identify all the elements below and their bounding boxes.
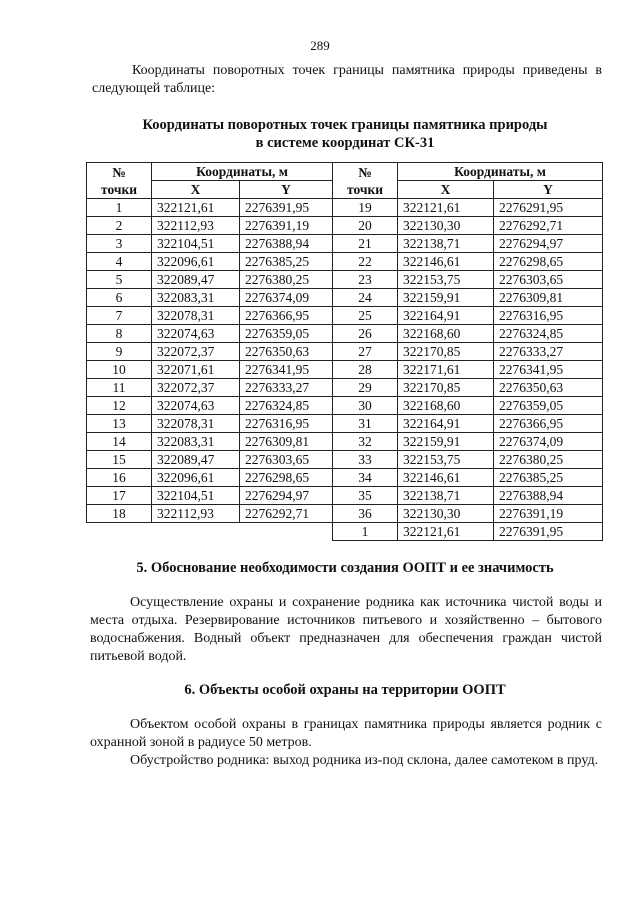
right-point-number-cell: 22 [333, 253, 398, 271]
left-coord-y-cell: 2276385,25 [240, 253, 333, 271]
right-coord-y-cell: 2276366,95 [494, 415, 603, 433]
right-point-number-cell: 26 [333, 325, 398, 343]
section5-title: 5. Обоснование необходимости создания ООПТ и ее значимость [136, 560, 554, 576]
table-row [87, 487, 603, 505]
right-point-number-cell: 21 [333, 235, 398, 253]
left-point-number-cell: 6 [87, 289, 152, 307]
section6-paragraph-1: Объектом особой охраны в границах памятника природы является родник с охранной зоной в радиусе 50 метров. [90, 717, 602, 750]
empty-cell [87, 523, 333, 541]
table-row [87, 307, 603, 325]
coordinates-table-body [87, 199, 603, 541]
right-coord-y-cell: 2276316,95 [494, 307, 603, 325]
section5-paragraph: Осуществление охраны и сохранение родника как источника чистой воды и места отдыха. Резервирование источников питьевого и хозяйственно – бытового водоснабжения. Водный объект предназначен для обеспечения граждан чистой питьевой водой. [90, 595, 602, 664]
left-coord-y-cell: 2276341,95 [240, 361, 333, 379]
left-coord-x-cell: 322072,37 [152, 379, 240, 397]
right-coord-y-cell: 2276292,71 [494, 217, 603, 235]
right-point-number-cell: 20 [333, 217, 398, 235]
left-coord-x-cell: 322112,93 [152, 217, 240, 235]
right-coord-y-cell: 2276359,05 [494, 397, 603, 415]
right-coord-x-cell: 322164,91 [398, 415, 494, 433]
table-row [87, 505, 603, 523]
table-row [87, 469, 603, 487]
section6-title: 6. Объекты особой охраны на территории ООПТ [184, 682, 506, 698]
left-point-number-cell: 18 [87, 505, 152, 523]
right-coord-x-cell: 322153,75 [398, 451, 494, 469]
table-row [87, 217, 603, 235]
header-no-symbol-right: № [358, 164, 372, 180]
right-coord-x-cell: 322159,91 [398, 433, 494, 451]
right-point-number-cell: 32 [333, 433, 398, 451]
table-row [87, 325, 603, 343]
left-point-number-cell: 14 [87, 433, 152, 451]
right-coord-x-cell: 322170,85 [398, 379, 494, 397]
table-row [87, 397, 603, 415]
left-coord-x-cell: 322072,37 [152, 343, 240, 361]
right-coord-x-cell: 322146,61 [398, 469, 494, 487]
left-coord-x-cell: 322078,31 [152, 415, 240, 433]
right-coord-y-cell: 2276374,09 [494, 433, 603, 451]
left-coord-y-cell: 2276294,97 [240, 487, 333, 505]
header-y-right: Y [494, 181, 603, 199]
left-point-number-cell: 2 [87, 217, 152, 235]
table-row [87, 451, 603, 469]
right-coord-x-cell: 322159,91 [398, 289, 494, 307]
right-point-number-cell: 24 [333, 289, 398, 307]
left-coord-y-cell: 2276359,05 [240, 325, 333, 343]
right-coord-y-cell: 2276391,95 [494, 523, 603, 541]
left-point-number-cell: 4 [87, 253, 152, 271]
left-coord-x-cell: 322078,31 [152, 307, 240, 325]
left-point-number-cell: 5 [87, 271, 152, 289]
table-row [87, 289, 603, 307]
left-coord-y-cell: 2276391,95 [240, 199, 333, 217]
left-point-number-cell: 7 [87, 307, 152, 325]
right-point-number-cell: 28 [333, 361, 398, 379]
right-coord-y-cell: 2276324,85 [494, 325, 603, 343]
left-coord-x-cell: 322104,51 [152, 487, 240, 505]
table-row [87, 235, 603, 253]
table-row [87, 415, 603, 433]
left-coord-y-cell: 2276366,95 [240, 307, 333, 325]
table-title [90, 116, 600, 152]
right-point-number-cell: 35 [333, 487, 398, 505]
left-coord-x-cell: 322074,63 [152, 397, 240, 415]
intro-paragraph: Координаты поворотных точек границы памятника природы приведены в следующей таблице: [92, 63, 602, 96]
left-point-number-cell: 12 [87, 397, 152, 415]
right-point-number-cell: 29 [333, 379, 398, 397]
right-coord-x-cell: 322168,60 [398, 325, 494, 343]
left-coord-x-cell: 322089,47 [152, 271, 240, 289]
right-coord-y-cell: 2276380,25 [494, 451, 603, 469]
header-coordinates-right: Координаты, м [398, 163, 603, 181]
left-coord-y-cell: 2276374,09 [240, 289, 333, 307]
right-point-number-cell: 36 [333, 505, 398, 523]
right-coord-x-cell: 322121,61 [398, 199, 494, 217]
table-row [87, 361, 603, 379]
table-row [87, 271, 603, 289]
left-coord-x-cell: 322096,61 [152, 469, 240, 487]
header-x-right: X [398, 181, 494, 199]
left-point-number-cell: 11 [87, 379, 152, 397]
left-coord-y-cell: 2276391,19 [240, 217, 333, 235]
table-title-line1: Координаты поворотных точек границы памятника природы [142, 117, 548, 133]
right-point-number-cell: 34 [333, 469, 398, 487]
right-coord-x-cell: 322170,85 [398, 343, 494, 361]
header-point-number [87, 163, 152, 199]
right-coord-x-cell: 322168,60 [398, 397, 494, 415]
right-coord-x-cell: 322130,30 [398, 217, 494, 235]
right-coord-y-cell: 2276350,63 [494, 379, 603, 397]
header-x-left: X [152, 181, 240, 199]
left-coord-x-cell: 322096,61 [152, 253, 240, 271]
left-coord-y-cell: 2276316,95 [240, 415, 333, 433]
right-coord-x-cell: 322153,75 [398, 271, 494, 289]
right-coord-x-cell: 322130,30 [398, 505, 494, 523]
left-coord-y-cell: 2276388,94 [240, 235, 333, 253]
left-coord-y-cell: 2276350,63 [240, 343, 333, 361]
left-point-number-cell: 13 [87, 415, 152, 433]
table-row [87, 253, 603, 271]
right-coord-y-cell: 2276291,95 [494, 199, 603, 217]
right-point-number-cell: 25 [333, 307, 398, 325]
table-row [87, 523, 603, 541]
left-point-number-cell: 15 [87, 451, 152, 469]
header-no-word: точки [100, 181, 138, 197]
right-coord-x-cell: 322121,61 [398, 523, 494, 541]
table-row [87, 199, 603, 217]
right-point-number-cell: 1 [333, 523, 398, 541]
left-point-number-cell: 9 [87, 343, 152, 361]
right-coord-y-cell: 2276303,65 [494, 271, 603, 289]
right-coord-y-cell: 2276391,19 [494, 505, 603, 523]
left-coord-x-cell: 322074,63 [152, 325, 240, 343]
left-coord-y-cell: 2276298,65 [240, 469, 333, 487]
right-coord-y-cell: 2276333,27 [494, 343, 603, 361]
left-coord-x-cell: 322089,47 [152, 451, 240, 469]
left-coord-y-cell: 2276324,85 [240, 397, 333, 415]
right-coord-y-cell: 2276341,95 [494, 361, 603, 379]
right-point-number-cell: 31 [333, 415, 398, 433]
left-coord-y-cell: 2276333,27 [240, 379, 333, 397]
table-row [87, 379, 603, 397]
right-coord-x-cell: 322138,71 [398, 487, 494, 505]
header-y-left: Y [240, 181, 333, 199]
right-point-number-cell: 27 [333, 343, 398, 361]
table-row [87, 433, 603, 451]
left-point-number-cell: 10 [87, 361, 152, 379]
page-number: 289 [310, 38, 330, 53]
left-point-number-cell: 16 [87, 469, 152, 487]
right-coord-y-cell: 2276309,81 [494, 289, 603, 307]
right-coord-x-cell: 322138,71 [398, 235, 494, 253]
left-point-number-cell: 3 [87, 235, 152, 253]
left-coord-x-cell: 322083,31 [152, 289, 240, 307]
left-point-number-cell: 8 [87, 325, 152, 343]
left-coord-x-cell: 322112,93 [152, 505, 240, 523]
right-coord-x-cell: 322171,61 [398, 361, 494, 379]
header-coordinates-left: Координаты, м [152, 163, 333, 181]
right-point-number-cell: 33 [333, 451, 398, 469]
coordinates-table [86, 162, 603, 541]
right-point-number-cell: 30 [333, 397, 398, 415]
left-coord-x-cell: 322121,61 [152, 199, 240, 217]
right-coord-y-cell: 2276294,97 [494, 235, 603, 253]
left-coord-y-cell: 2276309,81 [240, 433, 333, 451]
right-coord-y-cell: 2276298,65 [494, 253, 603, 271]
table-row [87, 343, 603, 361]
left-coord-x-cell: 322104,51 [152, 235, 240, 253]
header-point-number-right [333, 163, 398, 199]
header-no-word-right: точки [347, 181, 384, 197]
left-coord-x-cell: 322083,31 [152, 433, 240, 451]
right-coord-y-cell: 2276385,25 [494, 469, 603, 487]
left-point-number-cell: 1 [87, 199, 152, 217]
table-title-line2: в системе координат СК-31 [255, 135, 435, 151]
right-coord-y-cell: 2276388,94 [494, 487, 603, 505]
left-point-number-cell: 17 [87, 487, 152, 505]
right-coord-x-cell: 322146,61 [398, 253, 494, 271]
header-no-symbol: № [112, 164, 126, 180]
right-point-number-cell: 23 [333, 271, 398, 289]
left-coord-y-cell: 2276380,25 [240, 271, 333, 289]
right-point-number-cell: 19 [333, 199, 398, 217]
left-coord-y-cell: 2276303,65 [240, 451, 333, 469]
left-coord-x-cell: 322071,61 [152, 361, 240, 379]
left-coord-y-cell: 2276292,71 [240, 505, 333, 523]
section6-paragraph-2: Обустройство родника: выход родника из-под склона, далее самотеком в пруд. [130, 753, 599, 768]
right-coord-x-cell: 322164,91 [398, 307, 494, 325]
